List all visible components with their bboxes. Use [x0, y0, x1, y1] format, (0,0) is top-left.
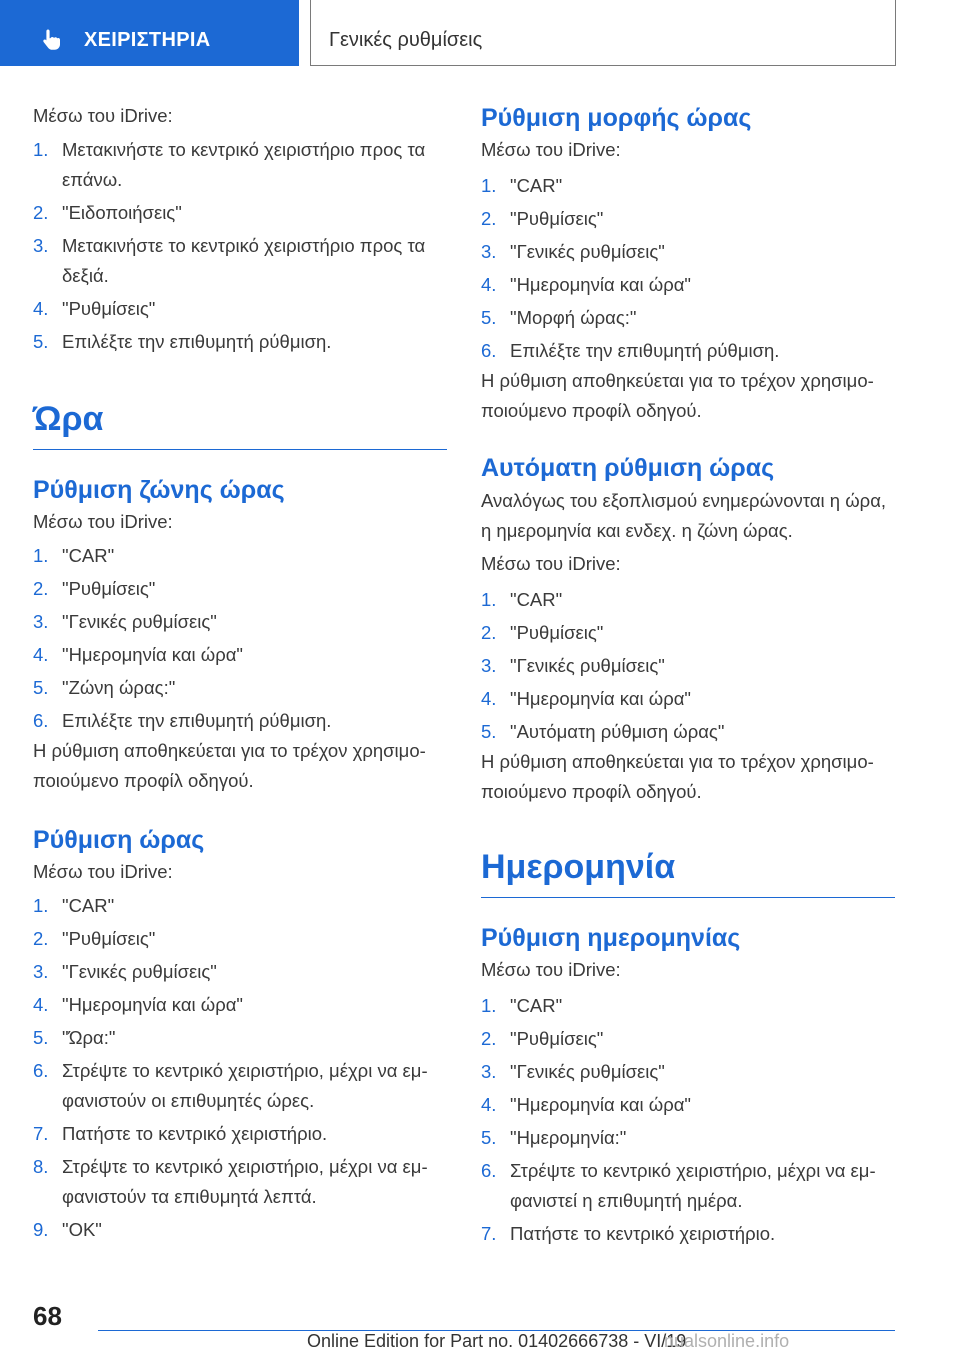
- list-item: [33, 1056, 447, 1116]
- step-text: "Ημερομηνία και ώρα": [510, 1094, 691, 1115]
- section-heading-date: Ημερομηνία: [481, 848, 676, 886]
- step-number: 5.: [481, 1127, 497, 1148]
- subheading-time-format: Ρύθμιση μορφής ώρας: [481, 104, 752, 132]
- step-number: 5.: [481, 307, 497, 328]
- step-text: "Γενικές ρυθμίσεις": [62, 611, 217, 632]
- intro-text: Μέσω του iDrive:: [481, 139, 621, 160]
- list-item: [481, 336, 895, 366]
- list-item: [481, 1123, 895, 1153]
- step-number: 1.: [481, 995, 497, 1016]
- step-text: "CAR": [510, 995, 563, 1016]
- list-item: [481, 303, 895, 333]
- step-text: "Ημερομηνία και ώρα": [510, 688, 691, 709]
- step-number: 6.: [481, 340, 497, 361]
- heading-rule: [481, 897, 895, 898]
- steps-list: [481, 991, 895, 1249]
- list-item: [33, 957, 447, 987]
- steps-list: [33, 135, 447, 357]
- step-number: 3.: [33, 961, 49, 982]
- brand-tab[interactable]: [0, 0, 299, 66]
- note-text: Η ρύθμιση αποθηκεύεται για το τρέχον χρησιμοποιούμενο προφίλ οδηγού.: [481, 751, 874, 802]
- step-number: 1.: [33, 895, 49, 916]
- list-item: [33, 294, 447, 324]
- step-number: 3.: [481, 655, 497, 676]
- step-number: 4.: [33, 994, 49, 1015]
- steps-list: [33, 891, 447, 1245]
- left-column: [33, 100, 447, 1245]
- note-text: Η ρύθμιση αποθηκεύεται για το τρέχον χρησιμοποιούμενο προφίλ οδηγού.: [33, 740, 426, 791]
- step-text: "Αυτόματη ρύθμιση ώρας": [510, 721, 725, 742]
- step-text: "CAR": [510, 175, 563, 196]
- list-item: [481, 237, 895, 267]
- step-number: 8.: [33, 1156, 49, 1177]
- step-number: 2.: [481, 622, 497, 643]
- step-text: "Ρυθμίσεις": [510, 208, 604, 229]
- step-text: "Ρυθμίσεις": [62, 578, 156, 599]
- subheading-auto-time: Αυτόματη ρύθμιση ώρας: [481, 454, 775, 482]
- step-text: "Ζώνη ώρας:": [62, 677, 176, 698]
- list-item: [481, 204, 895, 234]
- step-text: Επιλέξτε την επιθυμητή ρύθμιση.: [510, 340, 780, 361]
- subheading-date: Ρύθμιση ημερομηνίας: [481, 924, 741, 952]
- step-number: 1.: [33, 139, 49, 160]
- step-text: "Ημερομηνία και ώρα": [62, 994, 243, 1015]
- step-number: 2.: [33, 578, 49, 599]
- step-text: "Γενικές ρυθμίσεις": [510, 655, 665, 676]
- page-number: 68: [33, 1301, 62, 1331]
- step-number: 1.: [481, 589, 497, 610]
- step-number: 7.: [481, 1223, 497, 1244]
- list-item: [481, 585, 895, 615]
- step-text: "Ώρα:": [62, 1027, 116, 1048]
- list-item: [33, 924, 447, 954]
- step-text: Πατήστε το κεντρικό χειριστήριο.: [62, 1123, 328, 1144]
- intro-text: Μέσω του iDrive:: [481, 959, 621, 980]
- list-item: [481, 651, 895, 681]
- list-item: [33, 1119, 447, 1149]
- intro-text: Μέσω του iDrive:: [481, 553, 621, 574]
- list-item: [481, 684, 895, 714]
- step-number: 5.: [33, 677, 49, 698]
- list-item: [33, 541, 447, 571]
- step-text: "Γενικές ρυθμίσεις": [62, 961, 217, 982]
- step-number: 2.: [481, 1028, 497, 1049]
- step-number: 6.: [481, 1160, 497, 1181]
- step-number: 2.: [481, 208, 497, 229]
- step-text: "Ειδοποιήσεις": [62, 202, 182, 223]
- step-number: 1.: [33, 545, 49, 566]
- step-number: 9.: [33, 1219, 49, 1240]
- step-number: 3.: [481, 241, 497, 262]
- step-number: 1.: [481, 175, 497, 196]
- step-text: Πατήστε το κεντρικό χειριστήριο.: [510, 1223, 776, 1244]
- step-text: "Ρυθμίσεις": [62, 298, 156, 319]
- step-number: 3.: [481, 1061, 497, 1082]
- step-text: "CAR": [62, 545, 115, 566]
- step-number: 4.: [33, 298, 49, 319]
- section-heading-time: Ώρα: [33, 400, 104, 438]
- step-number: 4.: [481, 274, 497, 295]
- step-text: Στρέψτε το κεντρικό χειριστήριο, μέχρι να εμφανιστεί η επιθυμητή ημέρα.: [510, 1160, 876, 1211]
- step-text: Μετακινήστε το κεντρικό χειριστήριο προς τα δεξιά.: [62, 235, 426, 286]
- hand-pointer-icon: [40, 27, 64, 51]
- list-item: [33, 135, 447, 195]
- step-number: 4.: [33, 644, 49, 665]
- note-text: Η ρύθμιση αποθηκεύεται για το τρέχον χρησιμοποιούμενο προφίλ οδηγού.: [481, 370, 874, 421]
- subheading-timezone: Ρύθμιση ζώνης ώρας: [33, 476, 285, 504]
- list-item: [481, 618, 895, 648]
- list-item: [481, 717, 895, 747]
- list-item: [33, 607, 447, 637]
- step-number: 7.: [33, 1123, 49, 1144]
- watermark: nualsonline.info: [664, 1331, 790, 1351]
- steps-list: [481, 171, 895, 366]
- step-text: Επιλέξτε την επιθυμητή ρύθμιση.: [62, 710, 332, 731]
- list-item: [481, 1156, 895, 1216]
- steps-list: [481, 585, 895, 747]
- footer-edition: Online Edition for Part no. 01402666738 - VI/19: [307, 1331, 687, 1351]
- list-item: [481, 1024, 895, 1054]
- intro-text: Μέσω του iDrive:: [33, 511, 173, 532]
- step-text: "Ημερομηνία και ώρα": [510, 274, 691, 295]
- intro-text: Μέσω του iDrive:: [33, 861, 173, 882]
- list-item: [33, 198, 447, 228]
- list-item: [33, 990, 447, 1020]
- heading-rule: [33, 449, 447, 450]
- list-item: [33, 1152, 447, 1212]
- list-item: [33, 891, 447, 921]
- page-header: [0, 0, 960, 66]
- list-item: [33, 1215, 447, 1245]
- step-text: "Ρυθμίσεις": [510, 1028, 604, 1049]
- step-number: 6.: [33, 710, 49, 731]
- step-text: Μετακινήστε το κεντρικό χειριστήριο προς τα επάνω.: [62, 139, 426, 190]
- step-text: "Ημερομηνία:": [510, 1127, 627, 1148]
- subheading-time: Ρύθμιση ώρας: [33, 826, 205, 854]
- list-item: [33, 327, 447, 357]
- step-text: "Γενικές ρυθμίσεις": [510, 1061, 665, 1082]
- list-item: [481, 171, 895, 201]
- step-text: "Ρυθμίσεις": [62, 928, 156, 949]
- list-item: [33, 673, 447, 703]
- step-number: 5.: [33, 1027, 49, 1048]
- list-item: [33, 1023, 447, 1053]
- step-number: 2.: [33, 202, 49, 223]
- list-item: [481, 1219, 895, 1249]
- step-text: "Ρυθμίσεις": [510, 622, 604, 643]
- step-number: 3.: [33, 235, 49, 256]
- step-number: 4.: [481, 688, 497, 709]
- list-item: [481, 1057, 895, 1087]
- list-item: [481, 991, 895, 1021]
- list-item: [481, 1090, 895, 1120]
- step-number: 2.: [33, 928, 49, 949]
- step-number: 3.: [33, 611, 49, 632]
- list-item: [481, 270, 895, 300]
- step-text: Στρέψτε το κεντρικό χειριστήριο, μέχρι να εμφανιστούν οι επιθυμητές ώρες.: [62, 1060, 428, 1111]
- step-text: "Γενικές ρυθμίσεις": [510, 241, 665, 262]
- step-text: "CAR": [510, 589, 563, 610]
- section-label: Γενικές ρυθμίσεις: [329, 29, 483, 51]
- list-item: [33, 706, 447, 736]
- right-column: [481, 100, 895, 1249]
- step-text: Επιλέξτε την επιθυμητή ρύθμιση.: [62, 331, 332, 352]
- step-text: Στρέψτε το κεντρικό χειριστήριο, μέχρι να εμφανιστούν τα επιθυμητά λεπτά.: [62, 1156, 428, 1207]
- step-number: 5.: [481, 721, 497, 742]
- list-item: [33, 231, 447, 291]
- step-text: "Ημερομηνία και ώρα": [62, 644, 243, 665]
- list-item: [33, 640, 447, 670]
- step-text: "CAR": [62, 895, 115, 916]
- step-number: 6.: [33, 1060, 49, 1081]
- brand-label: ΧΕΙΡΙΣΤΗΡΙΑ: [84, 29, 211, 51]
- intro-text: Μέσω του iDrive:: [33, 105, 173, 126]
- step-text: "Μορφή ώρας:": [510, 307, 637, 328]
- step-text: "OK": [62, 1219, 102, 1240]
- list-item: [33, 574, 447, 604]
- step-number: 5.: [33, 331, 49, 352]
- step-number: 4.: [481, 1094, 497, 1115]
- section-tab[interactable]: [310, 0, 896, 66]
- description-text: Αναλόγως του εξοπλισμού ενημερώνονται η ώρα, η ημερομηνία και ενδεχ. η ζώνη ώρας.: [481, 490, 887, 541]
- steps-list: [33, 541, 447, 736]
